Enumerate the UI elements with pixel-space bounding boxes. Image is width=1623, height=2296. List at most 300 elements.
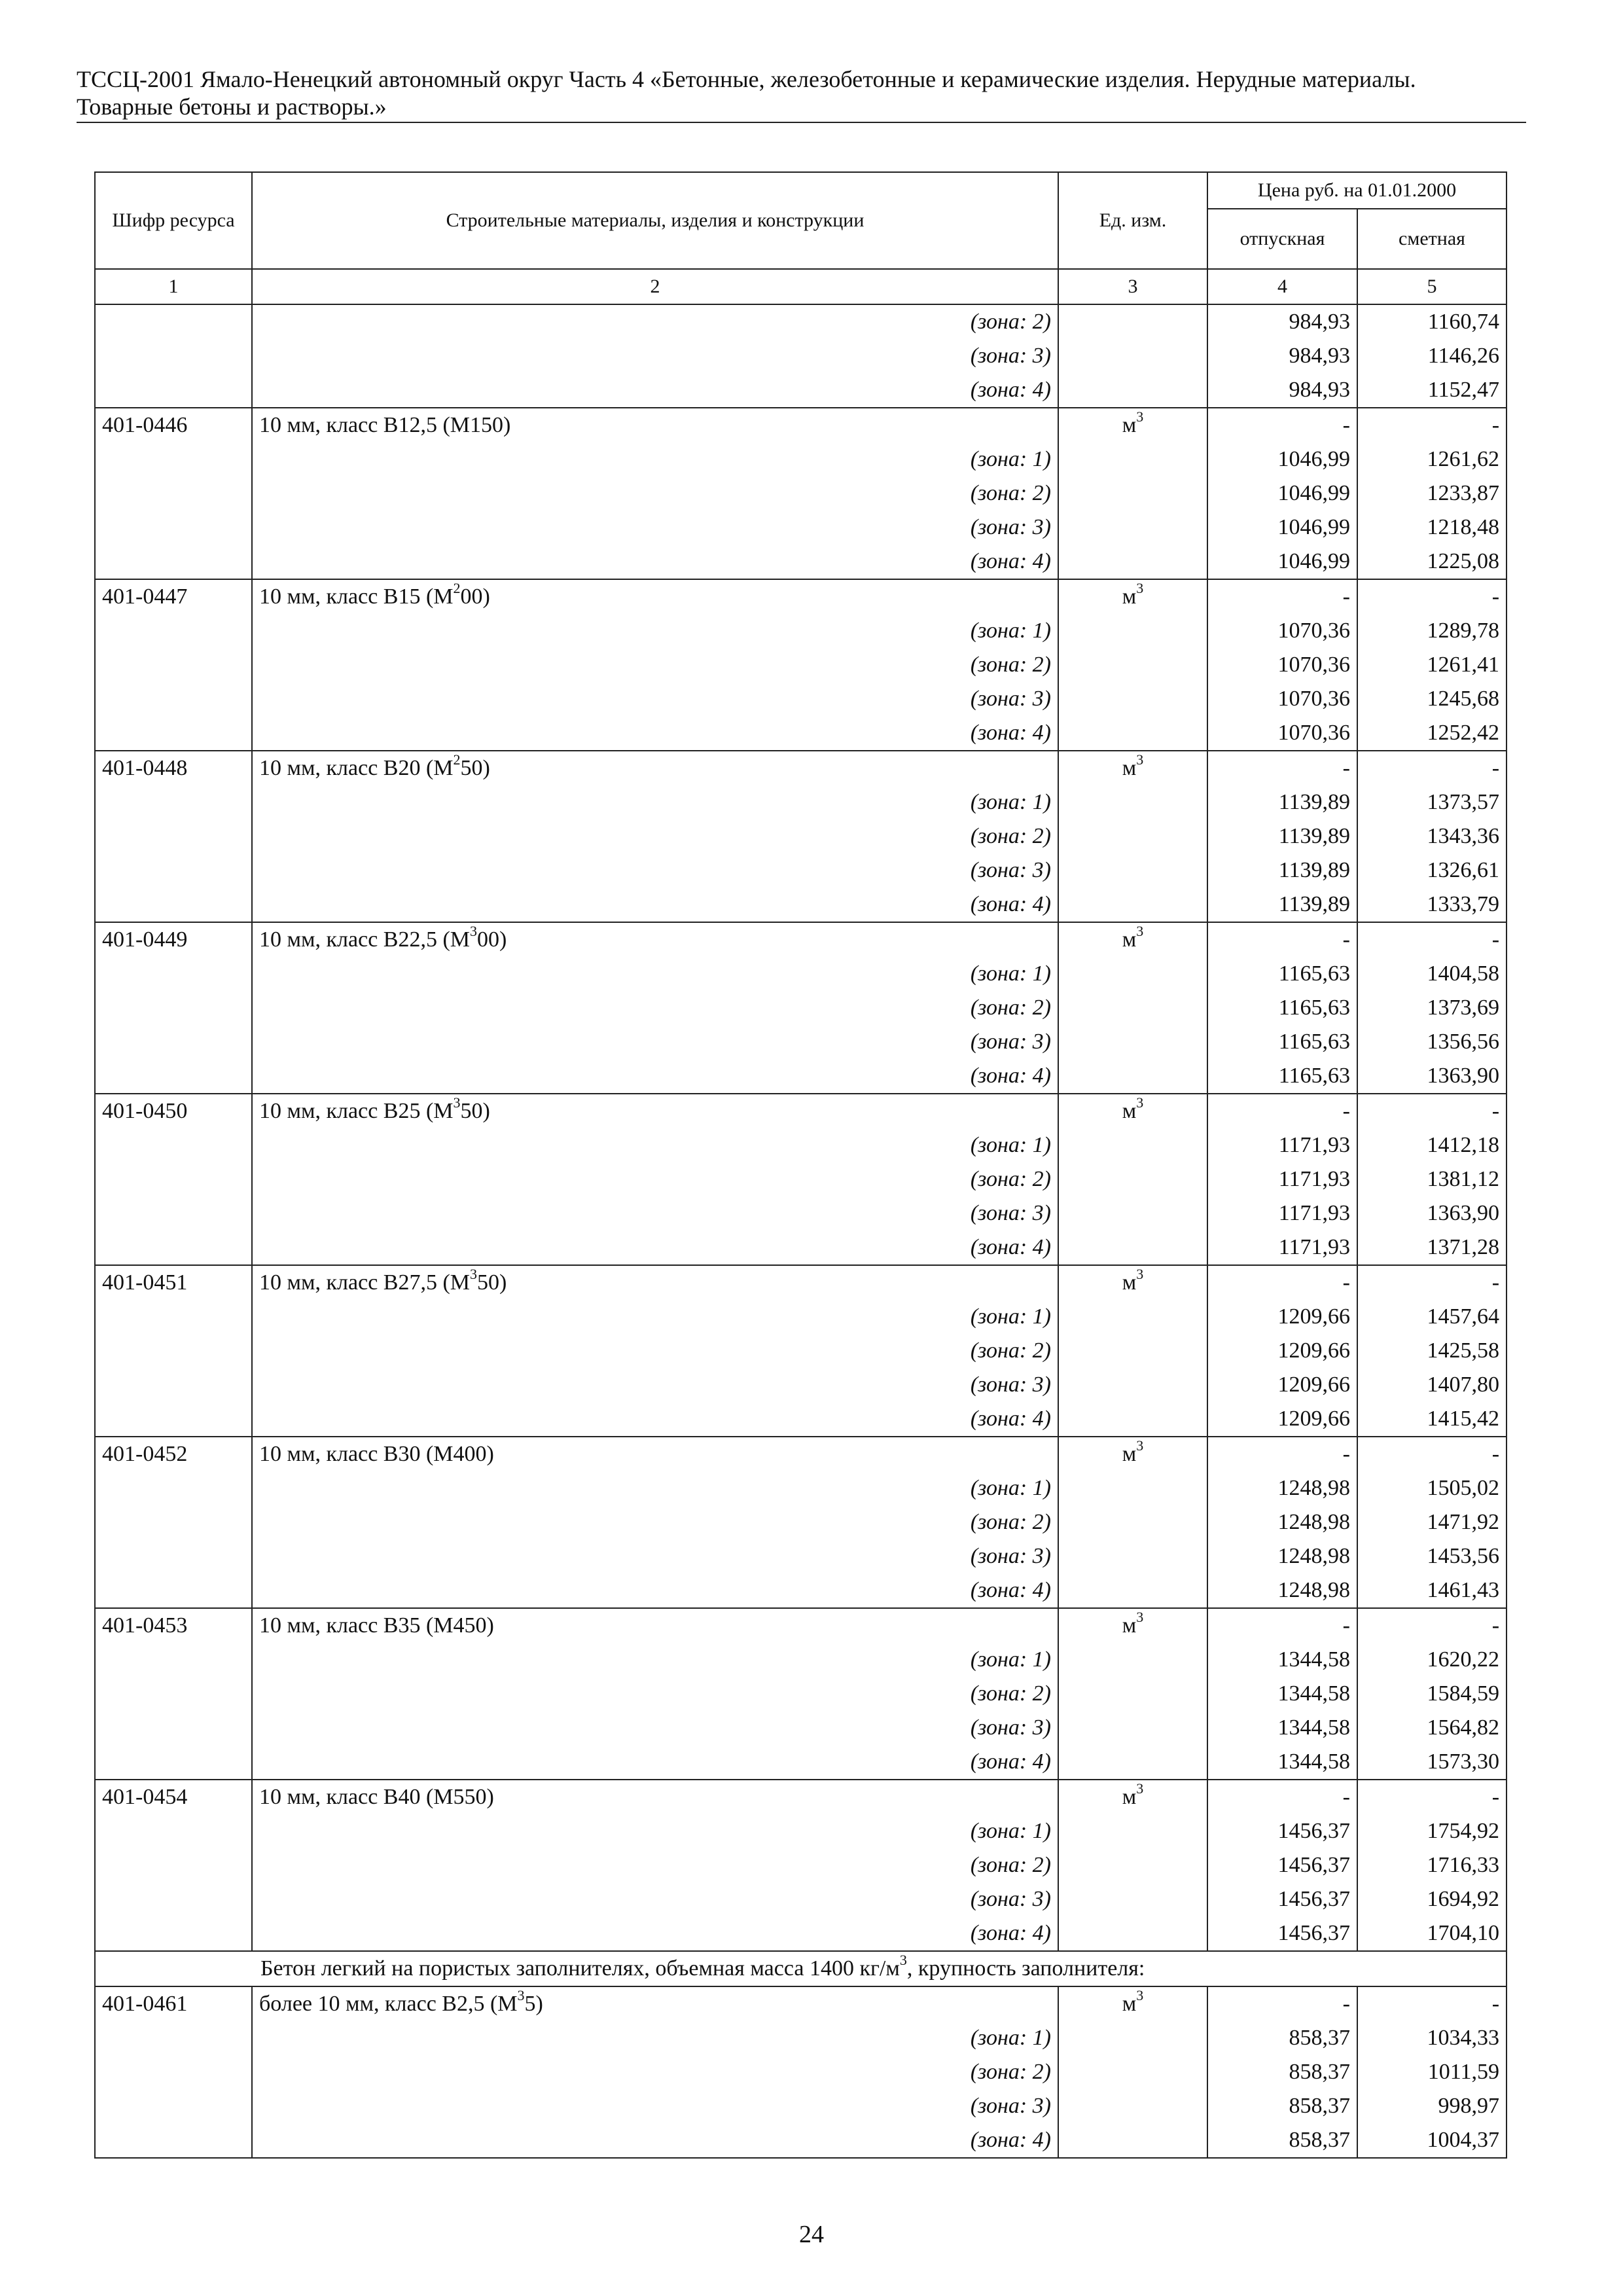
release-price: 1248,98 xyxy=(1207,1573,1357,1608)
estimate-price: 1754,92 xyxy=(1357,1814,1507,1848)
zone-row xyxy=(95,1573,1507,1608)
zone-label: (зона: 3) xyxy=(252,853,1058,888)
zone-label: (зона: 4) xyxy=(252,2123,1058,2158)
resource-row xyxy=(95,751,1507,785)
empty-code-cell xyxy=(95,511,252,545)
empty-unit-cell xyxy=(1058,1059,1207,1094)
section-heading xyxy=(95,1951,1507,1986)
zone-label: (зона: 2) xyxy=(252,1505,1058,1539)
release-price: 1046,99 xyxy=(1207,545,1357,579)
zone-row xyxy=(95,2089,1507,2123)
resource-name-text: 10 мм, класс В12,5 (М150) xyxy=(259,413,511,437)
table-body xyxy=(95,304,1507,2158)
zone-row xyxy=(95,853,1507,888)
release-price: 1171,93 xyxy=(1207,1162,1357,1196)
estimate-price: 1471,92 xyxy=(1357,1505,1507,1539)
estimate-price: 1461,43 xyxy=(1357,1573,1507,1608)
release-price: 1456,37 xyxy=(1207,1814,1357,1848)
section-heading-text: Бетон легкий на пористых заполнителях, объемная масса 1400 кг/м xyxy=(260,1956,900,1981)
zone-label: (зона: 2) xyxy=(252,991,1058,1025)
zone-label: (зона: 1) xyxy=(252,614,1058,648)
zone-label: (зона: 3) xyxy=(252,682,1058,716)
estimate-price: - xyxy=(1357,408,1507,442)
release-price: 1165,63 xyxy=(1207,991,1357,1025)
release-price: 1248,98 xyxy=(1207,1471,1357,1505)
release-price: 1456,37 xyxy=(1207,1882,1357,1916)
estimate-price: 1620,22 xyxy=(1357,1643,1507,1677)
estimate-price: 998,97 xyxy=(1357,2089,1507,2123)
zone-row xyxy=(95,1025,1507,1059)
unit-superscript: 3 xyxy=(1136,1265,1144,1282)
zone-row xyxy=(95,511,1507,545)
estimate-price: - xyxy=(1357,579,1507,614)
empty-unit-cell xyxy=(1058,957,1207,991)
release-price: - xyxy=(1207,579,1357,614)
column-number-5: 5 xyxy=(1357,269,1507,304)
estimate-price: 1218,48 xyxy=(1357,511,1507,545)
release-price: - xyxy=(1207,1094,1357,1128)
resource-name xyxy=(252,1094,1058,1128)
estimate-price: 1146,26 xyxy=(1357,339,1507,373)
empty-unit-cell xyxy=(1058,1505,1207,1539)
zone-label: (зона: 3) xyxy=(252,1025,1058,1059)
empty-code-cell xyxy=(95,888,252,922)
estimate-price: 1453,56 xyxy=(1357,1539,1507,1573)
zone-row xyxy=(95,1334,1507,1368)
empty-code-cell xyxy=(95,1230,252,1265)
zone-row xyxy=(95,339,1507,373)
empty-unit-cell xyxy=(1058,2055,1207,2089)
estimate-price: - xyxy=(1357,1094,1507,1128)
zone-row xyxy=(95,1196,1507,1230)
release-price: 1344,58 xyxy=(1207,1711,1357,1745)
estimate-price: 1034,33 xyxy=(1357,2021,1507,2055)
resource-name xyxy=(252,751,1058,785)
empty-code-cell xyxy=(95,476,252,511)
zone-label: (зона: 3) xyxy=(252,1539,1058,1573)
empty-code-cell xyxy=(95,304,252,339)
zone-row xyxy=(95,2123,1507,2158)
resource-name-text: 10 мм, класс В25 (М xyxy=(259,1099,454,1123)
resource-code: 401-0446 xyxy=(95,408,252,442)
release-price: 1070,36 xyxy=(1207,614,1357,648)
resource-name-superscript: 2 xyxy=(453,751,461,768)
empty-code-cell xyxy=(95,682,252,716)
section-heading-text-end: , крупность заполнителя: xyxy=(906,1956,1145,1981)
release-price: 1209,66 xyxy=(1207,1368,1357,1402)
unit-superscript: 3 xyxy=(1136,1780,1144,1797)
estimate-price: - xyxy=(1357,1986,1507,2021)
empty-unit-cell xyxy=(1058,853,1207,888)
column-header-code: Шифр ресурса xyxy=(95,172,252,269)
column-header-release-price: отпускная xyxy=(1207,209,1357,269)
empty-code-cell xyxy=(95,1196,252,1230)
estimate-price: 1363,90 xyxy=(1357,1196,1507,1230)
release-price: 858,37 xyxy=(1207,2055,1357,2089)
unit-cell xyxy=(1058,1986,1207,2021)
release-price: 1171,93 xyxy=(1207,1196,1357,1230)
estimate-price: 1289,78 xyxy=(1357,614,1507,648)
resource-code: 401-0453 xyxy=(95,1608,252,1643)
release-price: 1165,63 xyxy=(1207,1025,1357,1059)
resource-row xyxy=(95,1608,1507,1643)
estimate-price: 1564,82 xyxy=(1357,1711,1507,1745)
estimate-price: - xyxy=(1357,1780,1507,1814)
empty-unit-cell xyxy=(1058,2089,1207,2123)
estimate-price: 1573,30 xyxy=(1357,1745,1507,1780)
resource-name-text: 10 мм, класс В22,5 (М xyxy=(259,927,471,952)
column-number-2: 2 xyxy=(252,269,1058,304)
unit-superscript: 3 xyxy=(1136,1608,1144,1625)
estimate-price: 1425,58 xyxy=(1357,1334,1507,1368)
estimate-price: 1407,80 xyxy=(1357,1368,1507,1402)
release-price: 1344,58 xyxy=(1207,1677,1357,1711)
empty-code-cell xyxy=(95,1128,252,1162)
empty-unit-cell xyxy=(1058,716,1207,751)
estimate-price: 1233,87 xyxy=(1357,476,1507,511)
empty-code-cell xyxy=(95,1300,252,1334)
empty-code-cell xyxy=(95,1745,252,1780)
empty-code-cell xyxy=(95,1916,252,1951)
empty-unit-cell xyxy=(1058,2123,1207,2158)
resource-row xyxy=(95,922,1507,957)
zone-label: (зона: 3) xyxy=(252,511,1058,545)
release-price: 1248,98 xyxy=(1207,1539,1357,1573)
release-price: 1456,37 xyxy=(1207,1916,1357,1951)
empty-unit-cell xyxy=(1058,648,1207,682)
empty-unit-cell xyxy=(1058,1848,1207,1882)
resource-row xyxy=(95,1437,1507,1471)
release-price: 1046,99 xyxy=(1207,476,1357,511)
header-divider xyxy=(77,122,1526,123)
unit-cell xyxy=(1058,1608,1207,1643)
zone-label: (зона: 4) xyxy=(252,1745,1058,1780)
resource-row xyxy=(95,1094,1507,1128)
header-line-1: ТССЦ-2001 Ямало-Ненецкий автономный округ Часть 4 «Бетонные, железобетонные и керамические изделия. Нерудные материалы. xyxy=(77,66,1416,92)
zone-row xyxy=(95,614,1507,648)
empty-code-cell xyxy=(95,1334,252,1368)
resource-name xyxy=(252,1437,1058,1471)
release-price: 1456,37 xyxy=(1207,1848,1357,1882)
release-price: 1248,98 xyxy=(1207,1505,1357,1539)
empty-code-cell xyxy=(95,1643,252,1677)
empty-unit-cell xyxy=(1058,1677,1207,1711)
zone-label: (зона: 1) xyxy=(252,2021,1058,2055)
zone-label: (зона: 4) xyxy=(252,1916,1058,1951)
empty-code-cell xyxy=(95,614,252,648)
estimate-price: 1381,12 xyxy=(1357,1162,1507,1196)
release-price: 1070,36 xyxy=(1207,648,1357,682)
resource-row xyxy=(95,408,1507,442)
estimate-price: 1252,42 xyxy=(1357,716,1507,751)
zone-row xyxy=(95,682,1507,716)
release-price: 1139,89 xyxy=(1207,819,1357,853)
unit-superscript: 3 xyxy=(1136,922,1144,939)
zone-label: (зона: 2) xyxy=(252,476,1058,511)
zone-row xyxy=(95,304,1507,339)
estimate-price: 1716,33 xyxy=(1357,1848,1507,1882)
header-line-2: Товарные бетоны и растворы.» xyxy=(77,94,387,120)
empty-unit-cell xyxy=(1058,1230,1207,1265)
unit-cell xyxy=(1058,579,1207,614)
zone-label: (зона: 1) xyxy=(252,1643,1058,1677)
empty-code-cell xyxy=(95,339,252,373)
release-price: 1171,93 xyxy=(1207,1230,1357,1265)
resource-code: 401-0451 xyxy=(95,1265,252,1300)
unit-superscript: 3 xyxy=(1136,1437,1144,1454)
empty-code-cell xyxy=(95,819,252,853)
unit-superscript: 3 xyxy=(1136,579,1144,596)
unit-superscript: 3 xyxy=(1136,1094,1144,1111)
empty-code-cell xyxy=(95,1677,252,1711)
resource-code: 401-0449 xyxy=(95,922,252,957)
empty-code-cell xyxy=(95,2089,252,2123)
estimate-price: 1363,90 xyxy=(1357,1059,1507,1094)
release-price: 1046,99 xyxy=(1207,442,1357,476)
resource-name-text: 10 мм, класс В27,5 (М xyxy=(259,1270,471,1295)
empty-unit-cell xyxy=(1058,1471,1207,1505)
zone-row xyxy=(95,1162,1507,1196)
empty-code-cell xyxy=(95,373,252,408)
empty-code-cell xyxy=(95,1573,252,1608)
column-header-estimate-price: сметная xyxy=(1357,209,1507,269)
estimate-price: - xyxy=(1357,1437,1507,1471)
zone-label: (зона: 2) xyxy=(252,1677,1058,1711)
zone-label: (зона: 1) xyxy=(252,1128,1058,1162)
estimate-price: 1404,58 xyxy=(1357,957,1507,991)
zone-label: (зона: 4) xyxy=(252,1059,1058,1094)
empty-code-cell xyxy=(95,442,252,476)
resource-row xyxy=(95,1986,1507,2021)
resource-name xyxy=(252,408,1058,442)
zone-label: (зона: 1) xyxy=(252,1471,1058,1505)
estimate-price: 1584,59 xyxy=(1357,1677,1507,1711)
zone-row xyxy=(95,1128,1507,1162)
resource-code: 401-0447 xyxy=(95,579,252,614)
zone-label: (зона: 1) xyxy=(252,1814,1058,1848)
resource-name-text-end: 00) xyxy=(477,927,507,952)
empty-unit-cell xyxy=(1058,2021,1207,2055)
unit-text: м xyxy=(1122,1099,1137,1123)
release-price: 1209,66 xyxy=(1207,1334,1357,1368)
estimate-price: 1704,10 xyxy=(1357,1916,1507,1951)
empty-code-cell xyxy=(95,1162,252,1196)
zone-row xyxy=(95,1368,1507,1402)
empty-code-cell xyxy=(95,853,252,888)
unit-cell xyxy=(1058,1437,1207,1471)
estimate-price: 1261,41 xyxy=(1357,648,1507,682)
zone-label: (зона: 3) xyxy=(252,2089,1058,2123)
section-heading-superscript: 3 xyxy=(899,1951,907,1968)
unit-cell xyxy=(1058,408,1207,442)
column-number-3: 3 xyxy=(1058,269,1207,304)
release-price: 1070,36 xyxy=(1207,716,1357,751)
zone-row xyxy=(95,476,1507,511)
zone-row xyxy=(95,1677,1507,1711)
zone-label: (зона: 4) xyxy=(252,716,1058,751)
column-number-4: 4 xyxy=(1207,269,1357,304)
empty-unit-cell xyxy=(1058,1368,1207,1402)
empty-code-cell xyxy=(95,1848,252,1882)
estimate-price: 1457,64 xyxy=(1357,1300,1507,1334)
zone-row xyxy=(95,819,1507,853)
page-number: 24 xyxy=(799,2221,824,2248)
release-price: - xyxy=(1207,408,1357,442)
estimate-price: 1505,02 xyxy=(1357,1471,1507,1505)
resource-name-text-end: 5) xyxy=(524,1992,543,2016)
resource-name-text: более 10 мм, класс В2,5 (М xyxy=(259,1992,518,2016)
empty-unit-cell xyxy=(1058,1128,1207,1162)
empty-code-cell xyxy=(95,1505,252,1539)
empty-unit-cell xyxy=(1058,373,1207,408)
release-price: - xyxy=(1207,922,1357,957)
resource-name-text-end: 50) xyxy=(460,1099,490,1123)
zone-row xyxy=(95,1300,1507,1334)
release-price: 1209,66 xyxy=(1207,1300,1357,1334)
unit-superscript: 3 xyxy=(1136,751,1144,768)
empty-unit-cell xyxy=(1058,1025,1207,1059)
zone-row xyxy=(95,888,1507,922)
release-price: 858,37 xyxy=(1207,2021,1357,2055)
estimate-price: 1004,37 xyxy=(1357,2123,1507,2158)
zone-label: (зона: 2) xyxy=(252,819,1058,853)
resource-name-superscript: 3 xyxy=(470,922,478,939)
zone-row xyxy=(95,442,1507,476)
empty-unit-cell xyxy=(1058,1573,1207,1608)
empty-unit-cell xyxy=(1058,1539,1207,1573)
zone-label: (зона: 1) xyxy=(252,1300,1058,1334)
unit-cell xyxy=(1058,1265,1207,1300)
column-header-price-group: Цена руб. на 01.01.2000 xyxy=(1207,172,1507,209)
zone-label: (зона: 3) xyxy=(252,1368,1058,1402)
zone-row xyxy=(95,1745,1507,1780)
unit-superscript: 3 xyxy=(1136,408,1144,425)
estimate-price: 1343,36 xyxy=(1357,819,1507,853)
release-price: 1139,89 xyxy=(1207,853,1357,888)
resource-name xyxy=(252,579,1058,614)
zone-row xyxy=(95,1230,1507,1265)
estimate-price: - xyxy=(1357,922,1507,957)
release-price: - xyxy=(1207,1265,1357,1300)
empty-code-cell xyxy=(95,1539,252,1573)
resource-name-superscript: 3 xyxy=(470,1265,478,1282)
resource-name xyxy=(252,1986,1058,2021)
column-header-unit: Ед. изм. xyxy=(1058,172,1207,269)
zone-row xyxy=(95,2055,1507,2089)
unit-cell xyxy=(1058,751,1207,785)
release-price: - xyxy=(1207,751,1357,785)
empty-code-cell xyxy=(95,1059,252,1094)
unit-text: м xyxy=(1122,1613,1137,1638)
resource-name-text: 10 мм, класс В15 (М xyxy=(259,584,454,609)
zone-row xyxy=(95,1814,1507,1848)
resource-name-superscript: 3 xyxy=(517,1986,525,2003)
estimate-price: 1412,18 xyxy=(1357,1128,1507,1162)
empty-unit-cell xyxy=(1058,1711,1207,1745)
empty-unit-cell xyxy=(1058,476,1207,511)
zone-row xyxy=(95,1882,1507,1916)
zone-row xyxy=(95,2021,1507,2055)
unit-cell xyxy=(1058,1780,1207,1814)
estimate-price: 1011,59 xyxy=(1357,2055,1507,2089)
unit-text: м xyxy=(1122,927,1137,952)
empty-code-cell xyxy=(95,2021,252,2055)
zone-row xyxy=(95,1916,1507,1951)
empty-code-cell xyxy=(95,1368,252,1402)
column-number-1: 1 xyxy=(95,269,252,304)
unit-text: м xyxy=(1122,1442,1137,1466)
resource-name xyxy=(252,1265,1058,1300)
estimate-price: 1160,74 xyxy=(1357,304,1507,339)
estimate-price: 1326,61 xyxy=(1357,853,1507,888)
empty-code-cell xyxy=(95,545,252,579)
release-price: 1139,89 xyxy=(1207,888,1357,922)
release-price: 858,37 xyxy=(1207,2089,1357,2123)
empty-unit-cell xyxy=(1058,304,1207,339)
release-price: 984,93 xyxy=(1207,304,1357,339)
zone-label: (зона: 4) xyxy=(252,545,1058,579)
zone-label: (зона: 2) xyxy=(252,1848,1058,1882)
empty-code-cell xyxy=(95,1814,252,1848)
empty-unit-cell xyxy=(1058,991,1207,1025)
zone-label: (зона: 1) xyxy=(252,442,1058,476)
empty-unit-cell xyxy=(1058,1196,1207,1230)
zone-label: (зона: 3) xyxy=(252,1711,1058,1745)
zone-label: (зона: 4) xyxy=(252,373,1058,408)
zone-label: (зона: 4) xyxy=(252,1402,1058,1437)
resource-name-text: 10 мм, класс В35 (М450) xyxy=(259,1613,494,1638)
unit-cell xyxy=(1058,922,1207,957)
zone-label: (зона: 2) xyxy=(252,2055,1058,2089)
zone-row xyxy=(95,648,1507,682)
release-price: 858,37 xyxy=(1207,2123,1357,2158)
estimate-price: 1356,56 xyxy=(1357,1025,1507,1059)
empty-unit-cell xyxy=(1058,511,1207,545)
release-price: 984,93 xyxy=(1207,373,1357,408)
empty-unit-cell xyxy=(1058,442,1207,476)
empty-code-cell xyxy=(95,1711,252,1745)
estimate-price: 1261,62 xyxy=(1357,442,1507,476)
zone-label: (зона: 2) xyxy=(252,304,1058,339)
page-header xyxy=(77,65,1526,120)
release-price: - xyxy=(1207,1780,1357,1814)
zone-row xyxy=(95,785,1507,819)
resource-name-text: 10 мм, класс В20 (М xyxy=(259,756,454,780)
zone-label: (зона: 4) xyxy=(252,1230,1058,1265)
zone-row xyxy=(95,1848,1507,1882)
empty-code-cell xyxy=(95,2055,252,2089)
zone-row xyxy=(95,991,1507,1025)
estimate-price: 1694,92 xyxy=(1357,1882,1507,1916)
empty-code-cell xyxy=(95,648,252,682)
empty-unit-cell xyxy=(1058,888,1207,922)
resource-name-text: 10 мм, класс В40 (М550) xyxy=(259,1785,494,1809)
estimate-price: - xyxy=(1357,1265,1507,1300)
empty-unit-cell xyxy=(1058,1643,1207,1677)
zone-row xyxy=(95,957,1507,991)
zone-label: (зона: 2) xyxy=(252,1162,1058,1196)
zone-label: (зона: 3) xyxy=(252,1196,1058,1230)
estimate-price: 1415,42 xyxy=(1357,1402,1507,1437)
resource-name xyxy=(252,1780,1058,1814)
release-price: 1171,93 xyxy=(1207,1128,1357,1162)
empty-unit-cell xyxy=(1058,1814,1207,1848)
resource-row xyxy=(95,1265,1507,1300)
zone-row xyxy=(95,545,1507,579)
estimate-price: 1225,08 xyxy=(1357,545,1507,579)
zone-label: (зона: 1) xyxy=(252,785,1058,819)
empty-unit-cell xyxy=(1058,614,1207,648)
